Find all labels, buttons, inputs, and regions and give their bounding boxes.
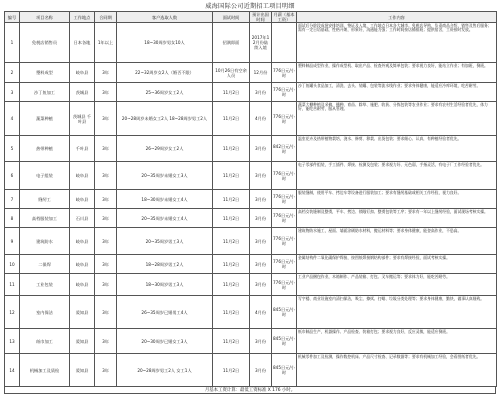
cell-no: 5: [5, 136, 20, 162]
cell-project: 沙丁鱼加工: [20, 83, 70, 102]
cell-project: 热带种植: [20, 136, 70, 162]
cell-detail: 电子零部件组装，手工插件、焊接、检测及包装；要求视力好、无色弱，手指灵活，有电子厂工作经验者优先。: [297, 162, 497, 190]
cell-requirement: 20~35周岁未婚女工4人: [117, 209, 213, 228]
cell-salary: 776日元/小时: [272, 102, 297, 136]
cell-detail: 高档女装缝制及整烫，平车、拷边、锁眼钉扣、整烫包装等工序；要求有一年以上缝纫经验，面试现场考核实操。: [297, 209, 497, 228]
cell-term: 1年以上: [95, 23, 117, 63]
cell-departure: 2017年12月份陆续入境: [250, 23, 272, 63]
cell-project: 蔬菜种植: [20, 102, 70, 136]
table-row: [5, 354, 497, 387]
cell-no: 13: [5, 329, 20, 354]
cell-requirement: 18~30周岁男女10人: [117, 23, 213, 63]
cell-requirement: 20~35周岁未婚女工3人: [117, 162, 213, 190]
cell-detail: 机械零件加工及检测，操作数控机床、产品尺寸检查、记录数据等；要求有机械加工经验，会看图纸者优先。: [297, 354, 497, 387]
table-row: [5, 136, 497, 162]
header-detail: 工作内容: [297, 12, 497, 23]
header-project: 项目名称: [20, 12, 70, 23]
cell-salary: 776日元/小时: [272, 190, 297, 209]
cell-departure: 12月份: [250, 63, 272, 83]
cell-no: 3: [5, 83, 20, 102]
cell-location: 爱知县: [70, 329, 95, 354]
cell-salary: 776日元/小时: [272, 228, 297, 255]
header-salary: 月薪（基本工资）: [272, 12, 297, 23]
header-location: 工作地点: [70, 12, 95, 23]
cell-interview: 11月2日: [213, 190, 250, 209]
cell-detail: 塑料制品成型作业，操作成型机、取出产品、检查外观及简单包装；要求视力良好，能站立作业；有加班，倒班。: [297, 63, 497, 83]
cell-interview: 11月2日: [213, 136, 250, 162]
cell-no: 10: [5, 255, 20, 274]
cell-project: 机械加工及质检: [20, 354, 70, 387]
cell-interview: 11月2日: [213, 102, 250, 136]
cell-departure: 4月份: [250, 102, 272, 136]
cell-salary: 842日元/小时: [272, 136, 297, 162]
cell-detail: 服装缝制，使用平车、拷边车等设备进行服装加工；要求有缝纫基础或相关工作经验，视力良好。: [297, 190, 497, 209]
cell-salary: 845日元/小时: [272, 329, 297, 354]
cell-requirement: 25~36周岁女工2人: [117, 83, 213, 102]
cell-no: 4: [5, 102, 20, 136]
table-row: [5, 274, 497, 296]
cell-departure: 3月份: [250, 162, 272, 190]
cell-location: 茨城县: [70, 83, 95, 102]
cell-term: 3年: [95, 136, 117, 162]
cell-requirement: 18~30周岁男工3人: [117, 274, 213, 296]
cell-requirement: 26~29周岁女工2人: [117, 136, 213, 162]
cell-salary: 776日元/小时: [272, 209, 297, 228]
cell-interview: 10月26日有空余人员: [213, 63, 250, 83]
cell-departure: 3月份: [250, 190, 272, 209]
cell-term: 3年: [95, 255, 117, 274]
table-row: [5, 209, 497, 228]
job-table: [4, 11, 497, 387]
cell-term: 3年: [95, 102, 117, 136]
cell-no: 11: [5, 274, 20, 296]
cell-interview: 11月2日: [213, 354, 250, 387]
cell-project: 电子组装: [20, 162, 70, 190]
cell-location: 日本各地: [70, 23, 95, 63]
header-departure: 预计出国时间: [250, 12, 272, 23]
table-row: [5, 162, 497, 190]
cell-interview: 11月2日: [213, 209, 250, 228]
cell-project: 免税店销售员: [20, 23, 70, 63]
cell-interview: 11月2日: [213, 228, 250, 255]
cell-no: 1: [5, 23, 20, 63]
cell-location: 岐阜县: [70, 255, 95, 274]
cell-term: 3年: [95, 296, 117, 329]
table-header-row: [5, 12, 497, 23]
cell-no: 8: [5, 209, 20, 228]
cell-interview: 11月2日: [213, 274, 250, 296]
cell-detail: 纸巾制品生产，机器操作、产品检查、装箱打包；要求视力良好，反应灵敏，能适应倒班。: [297, 329, 497, 354]
header-interview: 面试时间: [213, 12, 250, 23]
cell-interview: 11月2日: [213, 255, 250, 274]
table-row: [5, 83, 497, 102]
table-row: [5, 255, 497, 274]
cell-interview: 11月2日: [213, 329, 250, 354]
cell-detail: 蔬菜大棚种植及采摘，播种、育苗、除草、施肥、收获、分拣包装等农业作业；要求有农村生活经验者优先，体力好，能吃苦耐劳，服从管理。: [297, 102, 497, 136]
cell-project: 高档服装加工: [20, 209, 70, 228]
cell-location: 岐阜县: [70, 228, 95, 255]
table-row: [5, 296, 497, 329]
cell-project: 纸巾加工: [20, 329, 70, 354]
cell-term: 3年: [95, 190, 117, 209]
header-no: 编号: [5, 12, 20, 23]
cell-project: 缝纫工: [20, 190, 70, 209]
cell-no: 7: [5, 190, 20, 209]
cell-departure: 4月份: [250, 296, 272, 329]
cell-departure: 3月份: [250, 274, 272, 296]
cell-salary: 776日元/小时: [272, 63, 297, 83]
cell-interview: 招满即面: [213, 23, 250, 63]
cell-interview: 11月2日: [213, 162, 250, 190]
cell-detail: 建筑物防水施工，屋面、墙面涂刷防水材料，搬运材料等；要求身体健康，能登高作业，不恐高。: [297, 228, 497, 255]
cell-term: 3年: [95, 63, 117, 83]
cell-departure: 3月份: [250, 83, 272, 102]
cell-requirement: 26~35周岁已婚男工4人: [117, 296, 213, 329]
cell-location: 爱知县: [70, 354, 95, 387]
cell-no: 14: [5, 354, 20, 387]
cell-location: 岐阜县: [70, 162, 95, 190]
cell-salary: 776日元/小时: [272, 83, 297, 102]
cell-detail: 金属结构件二氧化碳保护焊接，按图纸焊接钢结构部件；要求有焊接经验，面试考核实操。: [297, 255, 497, 274]
cell-term: 3年: [95, 228, 117, 255]
cell-location: 茨城县 千叶县: [70, 102, 95, 136]
cell-project: 建筑防水: [20, 228, 70, 255]
cell-requirement: 20~35周岁男工3人: [117, 228, 213, 255]
cell-detail: 温室花卉及热带植物栽培，浇水、修剪、移栽、出货包装；要求细心、认真，有种植经验者优先。: [297, 136, 497, 162]
cell-salary: 845日元/小时: [272, 354, 297, 387]
cell-salary: 845日元/小时: [272, 296, 297, 329]
salary-note: 月基本工资计算：最低工资标准 X 176 小时。: [4, 387, 496, 394]
cell-departure: 3月份: [250, 255, 272, 274]
cell-location: 岐阜县: [70, 190, 95, 209]
cell-project: 室内保洁: [20, 296, 70, 329]
cell-project: 工业包装: [20, 274, 70, 296]
header-requirement: 客户选取人数: [117, 12, 213, 23]
cell-term: 3年: [95, 354, 117, 387]
cell-location: 石川县: [70, 209, 95, 228]
cell-requirement: 20~30周岁已婚女工3人: [117, 329, 213, 354]
cell-no: 12: [5, 296, 20, 329]
table-row: [5, 102, 497, 136]
cell-term: 3年: [95, 83, 117, 102]
cell-location: 岐阜县: [70, 63, 95, 83]
cell-departure: 3月份: [250, 228, 272, 255]
cell-salary: 776日元/小时: [272, 162, 297, 190]
cell-salary: 776日元/小时: [272, 255, 297, 274]
cell-term: 3年: [95, 209, 117, 228]
cell-salary: [272, 23, 297, 63]
cell-requirement: 22~32周岁女2人（婚否不限）: [117, 63, 213, 83]
cell-interview: 11月2日: [213, 296, 250, 329]
table-body: [5, 23, 497, 387]
cell-requirement: 18~28周岁男工2人: [117, 255, 213, 274]
cell-departure: 3月份: [250, 354, 272, 387]
cell-departure: 3月份: [250, 329, 272, 354]
cell-project: 二保焊: [20, 255, 70, 274]
table-row: [5, 63, 497, 83]
cell-project: 塑料成型: [20, 63, 70, 83]
page-title: 威海国际公司近期招工项目明细: [205, 3, 295, 10]
cell-detail: 面试后分阶段成批安排培训、签证及入境，工作地点日本各大城市。免税店导购，负责商品介绍、销售及售后服务；需有一定日语基础，性格开朗，形象好，沟通能力强；工作时间按店铺排班；提供宿舍，工资按时发放。: [297, 23, 497, 63]
cell-requirement: 18~30周岁未婚女工4人: [117, 190, 213, 209]
cell-no: 2: [5, 63, 20, 83]
cell-departure: 3月份: [250, 209, 272, 228]
table-row: [5, 329, 497, 354]
cell-term: 3年: [95, 329, 117, 354]
cell-requirement: 20~28周岁男工2人 女工1人: [117, 354, 213, 387]
table-row: [5, 228, 497, 255]
table-row: [5, 23, 497, 63]
cell-term: 3年: [95, 162, 117, 190]
table-row: [5, 190, 497, 209]
cell-no: 6: [5, 162, 20, 190]
cell-interview: 11月2日: [213, 83, 250, 102]
cell-salary: 776日元/小时: [272, 274, 297, 296]
cell-requirement: 20~28周岁未婚女工2人 18~28周岁男工2人: [117, 102, 213, 136]
cell-no: 9: [5, 228, 20, 255]
cell-location: 千叶县: [70, 136, 95, 162]
cell-location: 岐阜县: [70, 274, 95, 296]
cell-detail: 工业产品捆包作业，木箱制作、产品装箱、打包、叉车搬运等；要求体力好，能吃苦耐劳。: [297, 274, 497, 296]
cell-departure: 3月份: [250, 136, 272, 162]
header-term: 合同期: [95, 12, 117, 23]
cell-detail: 写字楼、商业设施室内清扫保洁，吸尘、擦拭、打蜡、垃圾分类处理等；要求身体健康，勤快，做事认真细致。: [297, 296, 497, 329]
cell-location: 爱知县: [70, 296, 95, 329]
cell-term: 3年: [95, 274, 117, 296]
cell-detail: 沙丁鱼罐头食品加工，清洗、去头、装罐、包装等流水线作业；要求身体健康，能适应冷库环境，吃苦耐劳。: [297, 83, 497, 102]
